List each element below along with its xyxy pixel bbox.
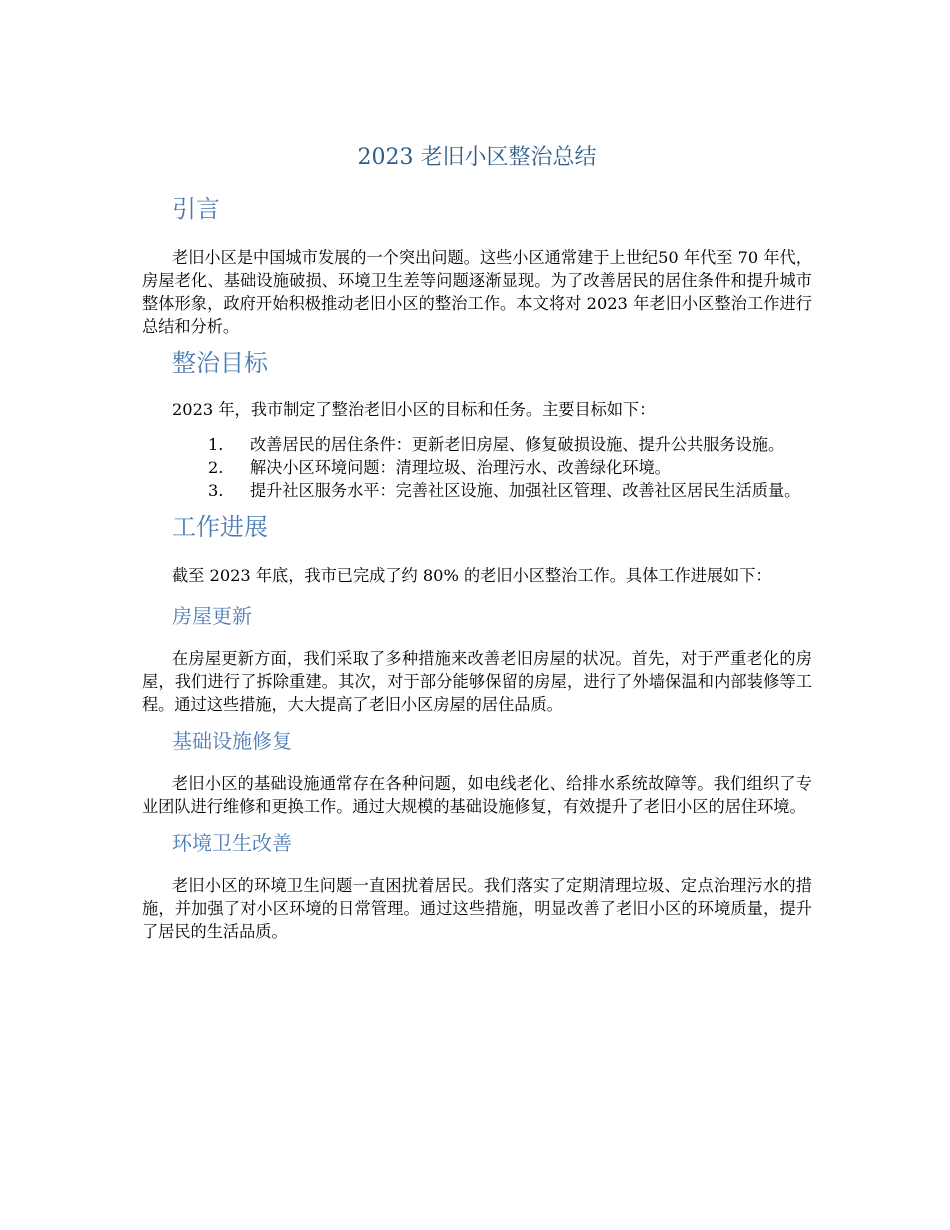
- section-heading-intro: 引言: [172, 195, 220, 223]
- list-item-number: 3.: [208, 481, 224, 500]
- intro-paragraph: 老旧小区是中国城市发展的一个突出问题。这些小区通常建于上世纪50 年代至 70 年代，房屋老化、基础设施破损、环境卫生差等问题逐渐显现。为了改善居民的居住条件和提升城市整体形象，政府开始积极推动老旧小区的整治工作。本文将对 2023 年老旧小区整治工作进行总结和分析。: [142, 248, 812, 336]
- housing-paragraph: 在房屋更新方面，我们采取了多种措施来改善老旧房屋的状况。首先，对于严重老化的房屋，我们进行了拆除重建。其次，对于部分能够保留的房屋，进行了外墙保温和内部装修等工程。通过这些措施，大大提高了老旧小区房屋的居住品质。: [142, 649, 812, 714]
- progress-paragraph: 截至 2023 年底，我市已完成了约 80% 的老旧小区整治工作。具体工作进展如下：: [172, 566, 772, 585]
- list-item-number: 1.: [208, 435, 224, 454]
- list-item-text: 改善居民的居住条件：更新老旧房屋、修复破损设施、提升公共服务设施。: [250, 435, 785, 454]
- list-item-text: 提升社区服务水平：完善社区设施、加强社区管理、改善社区居民生活质量。: [250, 481, 801, 500]
- environment-paragraph: 老旧小区的环境卫生问题一直困扰着居民。我们落实了定期清理垃圾、定点治理污水的措施，并加强了对小区环境的日常管理。通过这些措施，明显改善了老旧小区的环境质量，提升了居民的生活品质。: [142, 876, 812, 941]
- goals-list: [142, 433, 812, 502]
- document-page: [142, 140, 812, 943]
- list-item-number: 2.: [208, 458, 224, 477]
- section-heading-progress: 工作进展: [172, 513, 268, 541]
- section-heading-goals: 整治目标: [172, 349, 268, 377]
- infrastructure-paragraph: 老旧小区的基础设施通常存在各种问题，如电线老化、给排水系统故障等。我们组织了专业团队进行维修和更换工作。通过大规模的基础设施修复，有效提升了老旧小区的居住环境。: [142, 774, 812, 816]
- goals-paragraph: 2023 年，我市制定了整治老旧小区的目标和任务。主要目标如下：: [172, 400, 656, 419]
- list-item: [142, 479, 812, 502]
- document-title: 2023 老旧小区整治总结: [357, 145, 597, 170]
- list-item-text: 解决小区环境问题：清理垃圾、治理污水、改善绿化环境。: [250, 458, 671, 477]
- subsection-heading-infrastructure: 基础设施修复: [172, 729, 292, 753]
- list-item: [142, 456, 812, 479]
- subsection-heading-environment: 环境卫生改善: [172, 831, 292, 855]
- list-item: [142, 433, 812, 456]
- subsection-heading-housing: 房屋更新: [172, 604, 252, 628]
